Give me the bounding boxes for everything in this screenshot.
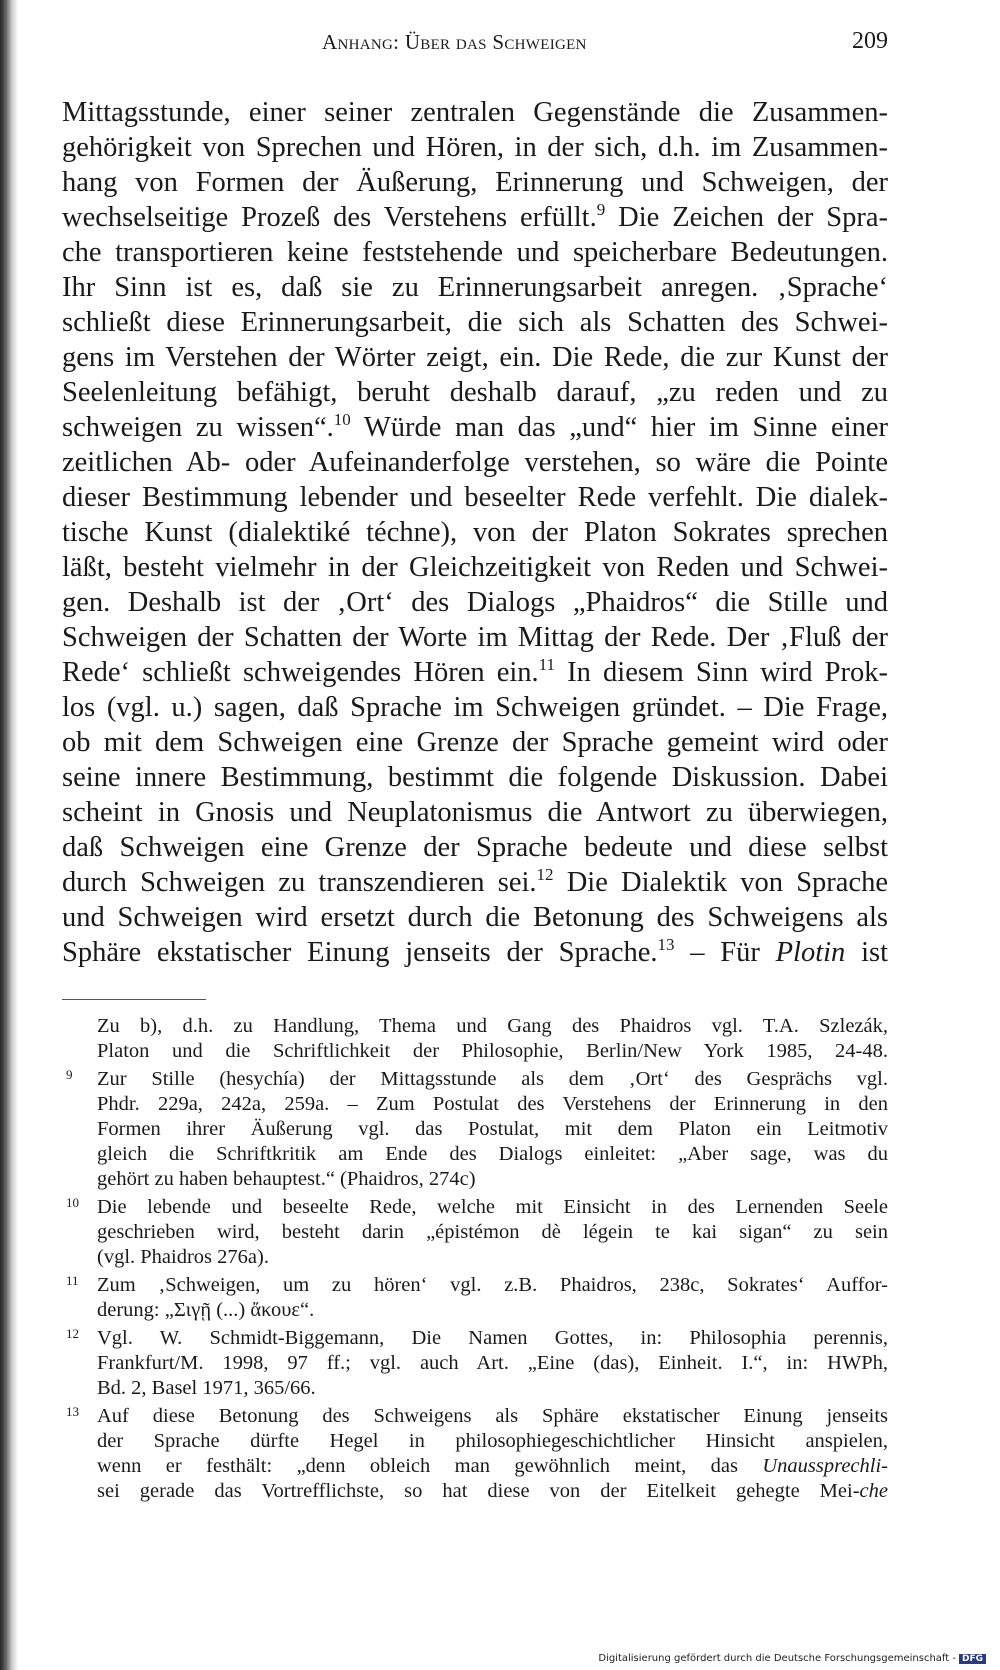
footnote-number: 10 (66, 1195, 79, 1210)
line-text: gens im Verstehen der Wörter zeigt, ein. Die Rede, die zur Kunst der (62, 342, 888, 373)
dfg-logo: DFG (959, 1654, 986, 1664)
line-text: sei gerade das Vortrefflichste, so hat diese von der Eitelkeit gehegte Mei- (97, 1480, 860, 1502)
line-text: wenn er festhält: „denn obleich man gewöhnlich meint, das (97, 1455, 763, 1477)
line-text: gehörigkeit von Sprechen und Hören, in der sich, d.h. im Zusammen- (62, 132, 888, 163)
line-text: Schweigen der Schatten der Worte im Mittag der Rede. Der ‚Fluß der (62, 622, 888, 653)
line-text: che transportieren keine feststehende und speicherbare Bedeutungen. (62, 237, 888, 268)
line-text: dieser Bestimmung lebender und beseelter Rede verfehlt. Die dialek- (62, 482, 888, 513)
running-head-part: Anhang: (322, 30, 405, 54)
line-text: seine innere Bestimmung, bestimmt die folgende Diskussion. Dabei (62, 762, 888, 793)
line-text: Formen ihrer Äußerung vgl. das Postulat, mit dem Platon ein Leitmotiv (97, 1118, 888, 1140)
body-line (62, 865, 888, 900)
footnote-ref[interactable]: 13 (657, 935, 675, 954)
body-line (62, 725, 888, 760)
line-text: daß Schweigen eine Grenze der Sprache bedeute und diese selbst (62, 832, 888, 863)
body-line (62, 200, 888, 235)
line-text: ob mit dem Schweigen eine Grenze der Sprache gemeint wird oder (62, 727, 888, 758)
line-text: hang von Formen der Äußerung, Erinnerung und Schweigen, der (62, 167, 888, 198)
footnote (62, 1273, 888, 1323)
footnote-line (97, 1404, 888, 1429)
body-line (62, 795, 888, 830)
body-line (62, 760, 888, 795)
line-text: Die Dialektik von Sprache (553, 867, 888, 898)
footnote-line (97, 1351, 888, 1376)
line-text: gleich die Schriftkritik am Ende des Dialogs einleitet: „Aber sage, was du (97, 1143, 888, 1165)
line-text: los (vgl. u.) sagen, daß Sprache im Schweigen gründet. – Die Frage, (62, 692, 888, 723)
line-text: tische Kunst (dialektiké téchne), von der Platon Sokrates sprechen (62, 517, 888, 548)
digitization-credit (598, 1653, 986, 1664)
line-text: geschrieben wird, besteht darin „épistémon dè légein te kai sigan“ zu sein (97, 1221, 888, 1243)
credit-text: Digitalisierung gefördert durch die Deutsche Forschungsgemeinschaft - (598, 1653, 956, 1664)
footnote-line (97, 1376, 888, 1401)
footnote (62, 1404, 888, 1504)
footnote-line (97, 1220, 888, 1245)
footnote-line (97, 1142, 888, 1167)
footnote-line (97, 1039, 888, 1064)
line-text: In diesem Sinn wird Prok- (555, 657, 889, 688)
book-binding-edge (0, 0, 18, 1670)
line-text: Seelenleitung befähigt, beruht deshalb darauf, „zu reden und zu (62, 377, 888, 408)
footnote-number: 9 (66, 1067, 73, 1082)
line-text: Die lebende und beseelte Rede, welche mit Einsicht in des Lernenden Seele (97, 1196, 888, 1218)
line-text: der Sprache dürfte Hegel in philosophiegeschichtlicher Hinsicht anspielen, (97, 1430, 888, 1452)
body-line (62, 95, 888, 130)
footnote-line (97, 1298, 888, 1323)
line-text: Vgl. W. Schmidt-Biggemann, Die Namen Gottes, in: Philosophia perennis, (97, 1327, 888, 1349)
line-text: derung: „Σιγῇ (...) ἄκουε“. (97, 1299, 315, 1321)
body-line (62, 515, 888, 550)
footnote-line (97, 1195, 888, 1220)
page-number: 209 (852, 28, 888, 54)
footnote-ref[interactable]: 12 (536, 865, 554, 884)
line-text: Die Zeichen der Spra- (605, 202, 888, 233)
body-line (62, 375, 888, 410)
line-text: Rede‘ schließt schweigendes Hören ein. (62, 657, 539, 688)
footnote-separator (62, 999, 206, 1000)
line-text: schließt diese Erinnerungsarbeit, die sich als Schatten des Schwei- (62, 307, 888, 338)
footnote-line (97, 1067, 888, 1092)
emphasis-text: che (859, 1480, 888, 1502)
footnote (62, 1067, 888, 1192)
emphasis-text: Unaussprechli- (762, 1455, 888, 1477)
footnotes (62, 1014, 888, 1507)
line-text: Frankfurt/M. 1998, 97 ff.; vgl. auch Art. „Eine (das), Einheit. I.“, in: HWPh, (97, 1352, 888, 1374)
line-text: Zum ‚Schweigen, um zu hören‘ vgl. z.B. Phaidros, 238c, Sokrates‘ Auffor- (97, 1274, 888, 1296)
line-text: Auf diese Betonung des Schweigens als Sphäre ekstatischer Einung jenseits (97, 1405, 888, 1427)
line-text: Zur Stille (hesychía) der Mittagsstunde als dem ‚Ort‘ des Gesprächs vgl. (97, 1068, 888, 1090)
body-line (62, 340, 888, 375)
footnote-ref[interactable]: 11 (538, 655, 556, 674)
body-line (62, 270, 888, 305)
footnote-line (97, 1273, 888, 1298)
line-text: zeitlichen Ab- oder Aufeinanderfolge verstehen, so wäre die Pointe (62, 447, 888, 478)
body-line (62, 690, 888, 725)
line-text: Bd. 2, Basel 1971, 365/66. (97, 1377, 316, 1399)
body-line (62, 410, 888, 445)
footnote-number: 11 (66, 1273, 79, 1288)
line-text: scheint in Gnosis und Neuplatonismus die Antwort zu überwiegen, (62, 797, 888, 828)
line-text: durch Schweigen zu transzendieren sei. (62, 867, 537, 898)
footnote-continuation (62, 1014, 888, 1064)
line-text: (vgl. Phaidros 276a). (97, 1246, 269, 1268)
body-line (62, 550, 888, 585)
footnote-line (97, 1326, 888, 1351)
line-text: Sphäre ekstatischer Einung jenseits der Sprache. (62, 937, 658, 968)
line-text: schweigen zu wissen“. (62, 412, 334, 443)
main-text (62, 95, 888, 970)
footnote-line (97, 1245, 888, 1270)
body-line (62, 585, 888, 620)
footnote (62, 1326, 888, 1401)
footnote-line (97, 1167, 888, 1192)
footnote-number: 12 (66, 1326, 79, 1341)
emphasis-text: Plotin (775, 937, 846, 968)
footnote-number: 13 (66, 1404, 79, 1419)
line-text: Phdr. 229a, 242a, 259a. – Zum Postulat des Verstehens der Erinnerung in den (97, 1093, 888, 1115)
running-head (322, 30, 587, 55)
body-line (62, 235, 888, 270)
footnote-line (97, 1479, 888, 1504)
line-text: – Für (674, 937, 776, 968)
line-text: läßt, besteht vielmehr in der Gleichzeitigkeit von Reden und Schwei- (62, 552, 888, 583)
footnote-line (97, 1429, 888, 1454)
line-text: ist (845, 937, 888, 968)
line-text: wechselseitige Prozeß des Verstehens erfüllt. (62, 202, 597, 233)
footnote-line (97, 1454, 888, 1479)
footnote-line (97, 1092, 888, 1117)
footnote (62, 1195, 888, 1270)
footnote-ref[interactable]: 9 (596, 200, 606, 219)
body-line (62, 830, 888, 865)
line-text: Würde man das „und“ hier im Sinne einer (350, 412, 889, 443)
body-line (62, 935, 888, 970)
footnote-line (97, 1117, 888, 1142)
body-line (62, 305, 888, 340)
line-text: gen. Deshalb ist der ‚Ort‘ des Dialogs „Phaidros“ die Stille und (62, 587, 888, 618)
line-text: Ihr Sinn ist es, daß sie zu Erinnerungsarbeit anregen. ‚Sprache‘ (62, 272, 888, 303)
body-line (62, 165, 888, 200)
body-line (62, 130, 888, 165)
line-text: gehört zu haben behauptest.“ (Phaidros, 274c) (97, 1168, 476, 1190)
line-text: und Schweigen wird ersetzt durch die Betonung des Schweigens als (62, 902, 888, 933)
running-head-part: Über das Schweigen (404, 30, 587, 54)
footnote-ref[interactable]: 10 (333, 410, 351, 429)
line-text: Zu b), d.h. zu Handlung, Thema und Gang des Phaidros vgl. T.A. Szlezák, (97, 1015, 888, 1037)
line-text: Platon und die Schriftlichkeit der Philosophie, Berlin/New York 1985, 24-48. (97, 1040, 888, 1062)
body-line (62, 445, 888, 480)
page-header (62, 26, 888, 56)
body-line (62, 480, 888, 515)
body-line (62, 900, 888, 935)
body-line (62, 620, 888, 655)
line-text: Mittagsstunde, einer seiner zentralen Gegenstände die Zusammen- (62, 97, 888, 128)
footnote-line (97, 1014, 888, 1039)
body-line (62, 655, 888, 690)
